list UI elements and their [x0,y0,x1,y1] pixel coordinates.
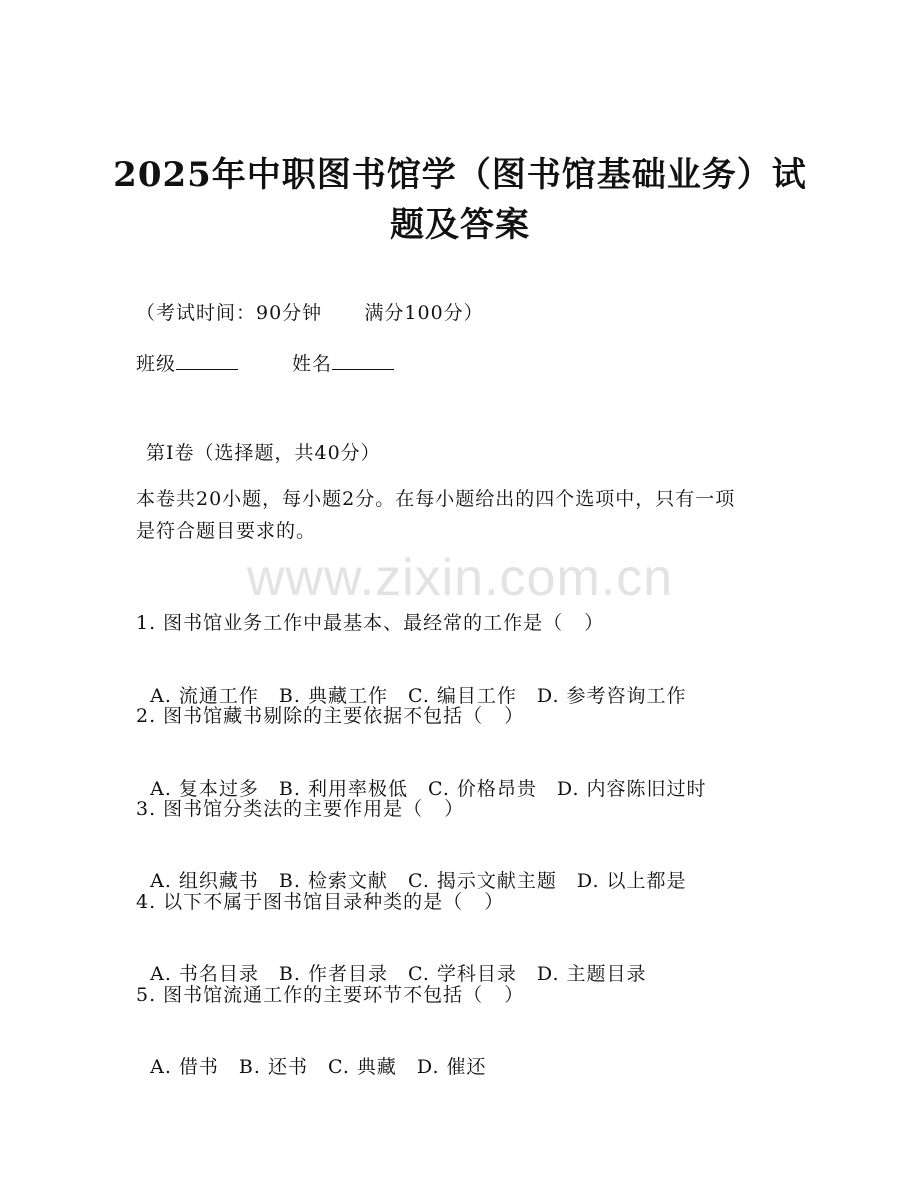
document-title [0,150,920,250]
name-label: 姓名 [292,353,333,375]
option-d: D. 主题目录 [536,963,647,985]
option-d: D. 参考咨询工作 [536,685,687,707]
option-b: B. 作者目录 [278,963,388,985]
question-options [136,750,707,802]
title-line-2: 题及答案 [390,205,530,245]
option-d: D. 内容陈旧过时 [556,778,707,800]
option-c: C. 编目工作 [407,685,517,707]
option-a: A. 流通工作 [150,685,259,707]
student-info-row [136,349,394,377]
question-stem: 5. 图书馆流通工作的主要环节不包括（ ） [136,984,525,1006]
question-stem: 2. 图书馆藏书剔除的主要依据不包括（ ） [136,705,525,727]
question-stem: 3. 图书馆分类法的主要作用是（ ） [136,798,465,820]
option-d: D. 以上都是 [576,870,687,892]
instructions-line-1: 本卷共20小题，每小题2分。在每小题给出的四个选项中，只有一项 [136,488,736,510]
question-options [136,935,647,987]
question-stem: 4. 以下不属于图书馆目录种类的是（ ） [136,891,505,913]
option-b: B. 利用率极低 [278,778,408,800]
watermark: www.zixin.com.cn [246,549,674,607]
question-stem: 1. 图书馆业务工作中最基本、最经常的工作是（ ） [136,612,605,634]
title-line-1: 2025年中职图书馆学（图书馆基础业务）试 [113,155,807,195]
question-options [136,1028,487,1080]
question-options [136,657,687,709]
option-a: A. 借书 [150,1056,219,1078]
option-b: B. 还书 [238,1056,308,1078]
section-heading: 第Ⅰ卷（选择题，共40分） [146,442,381,464]
class-blank [176,349,238,370]
class-label: 班级 [136,353,177,375]
option-b: B. 检索文献 [278,870,388,892]
instructions-line-2: 是符合题目要求的。 [136,520,317,542]
option-c: C. 价格昂贵 [427,778,537,800]
option-c: C. 揭示文献主题 [407,870,557,892]
option-c: C. 学科目录 [407,963,517,985]
option-d: D. 催还 [416,1056,487,1078]
option-a: A. 组织藏书 [150,870,259,892]
option-a: A. 书名目录 [150,963,259,985]
exam-info: （考试时间：90分钟 满分100分） [136,302,484,324]
name-blank [332,349,394,370]
question-options [136,842,687,894]
option-a: A. 复本过多 [150,778,259,800]
option-c: C. 典藏 [327,1056,397,1078]
option-b: B. 典藏工作 [278,685,388,707]
